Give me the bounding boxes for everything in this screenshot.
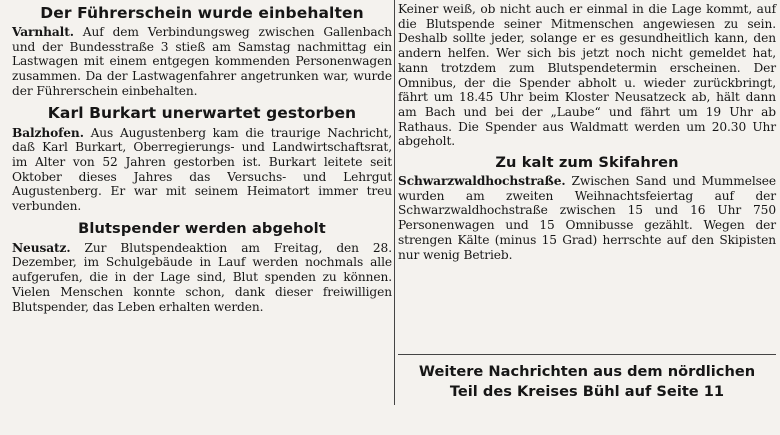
article-body-skifahren (398, 174, 776, 262)
left-column (12, 0, 392, 314)
article-body-fuehrerschein (12, 25, 392, 99)
article-continuation-blutspender: Keiner weiß, ob nicht auch er einmal in die Lage kommt, auf die Blutspende seiner Mitmenschen angewiesen zu sein. Deshalb sollte jeder, solange er es gesundheitlich kann, den andern helfen. Wer sich bis jetzt noch nicht gemeldet hat, kann trotzdem zum Blutspendetermin erscheinen. Der Omnibus, der die Spender abholt u. wieder zurückbringt, fährt um 18.45 Uhr beim Kloster Neusatzeck ab, hält dann am Bach und bei der „Laube“ und fährt um 19 Uhr ab Rathaus. Die Spender aus Waldmatt werden um 20.30 Uhr abgeholt. (398, 2, 776, 149)
further-news-notice (398, 362, 776, 402)
notice-rule-top (398, 354, 776, 355)
dateline-neusatz: Neusatz. (12, 240, 71, 255)
article-headline-fuehrerschein: Der Führerschein wurde einbehalten (40, 4, 364, 22)
article-text: Zur Blutspendeaktion am Freitag, den 28. Dezember, im Schulgebäude in Lauf werden nochmals alle aufgerufen, die in der Lage sind, Blut spenden zu können. Vielen Menschen konnte schon, dank dieser freiwilligen Blutspender, das Leben erhalten werden. (12, 240, 392, 314)
article-headline-skifahren: Zu kalt zum Skifahren (495, 154, 679, 172)
article-body-blutspender (12, 241, 392, 315)
article-text: Auf dem Verbindungsweg zwischen Gallenbach und der Bundesstraße 3 stieß am Samstag nachmittag ein Lastwagen mit einem entgegen kommenden Personenwagen zusammen. Da der Lastwagenfahrer angetrunken war, wurde der Führerschein einbehalten. (12, 25, 392, 98)
dateline-balzhofen: Balzhofen. (12, 125, 84, 140)
article-headline-blutspender: Blutspender werden abgeholt (78, 219, 326, 237)
notice-line-1: Weitere Nachrichten aus dem nördlichen (418, 363, 756, 380)
article-text: Aus Augustenberg kam die traurige Nachricht, daß Karl Burkart, Oberregierungs- und Landwirtschaftsrat, im Alter von 52 Jahren gestorben ist. Burkart leitete seit Oktober dieses Jahres das Versuchs- und Lehrgut Augustenberg. Er war mit seinem Heimatort immer treu verbunden. (12, 125, 392, 214)
dateline-schwarzwaldhochstrasse: Schwarzwaldhochstraße. (398, 174, 566, 189)
article-text: Zwischen Sand und Mummelsee wurden am zweiten Weihnachtsfeiertag auf der Schwarzwaldhochstraße zwischen 15 und 16 Uhr 750 Personenwagen und 15 Omnibusse gezählt. Wegen der strengen Kälte (minus 15 Grad) herrschte auf den Skipisten nur wenig Betrieb. (398, 174, 776, 262)
article-headline-burkart: Karl Burkart unerwartet gestorben (47, 103, 357, 122)
column-divider (394, 0, 395, 405)
right-column (398, 0, 776, 262)
dateline-varnhalt: Varnhalt. (12, 25, 74, 39)
notice-line-2: Teil des Kreises Bühl auf Seite 11 (449, 383, 725, 400)
article-body-burkart (12, 126, 392, 214)
